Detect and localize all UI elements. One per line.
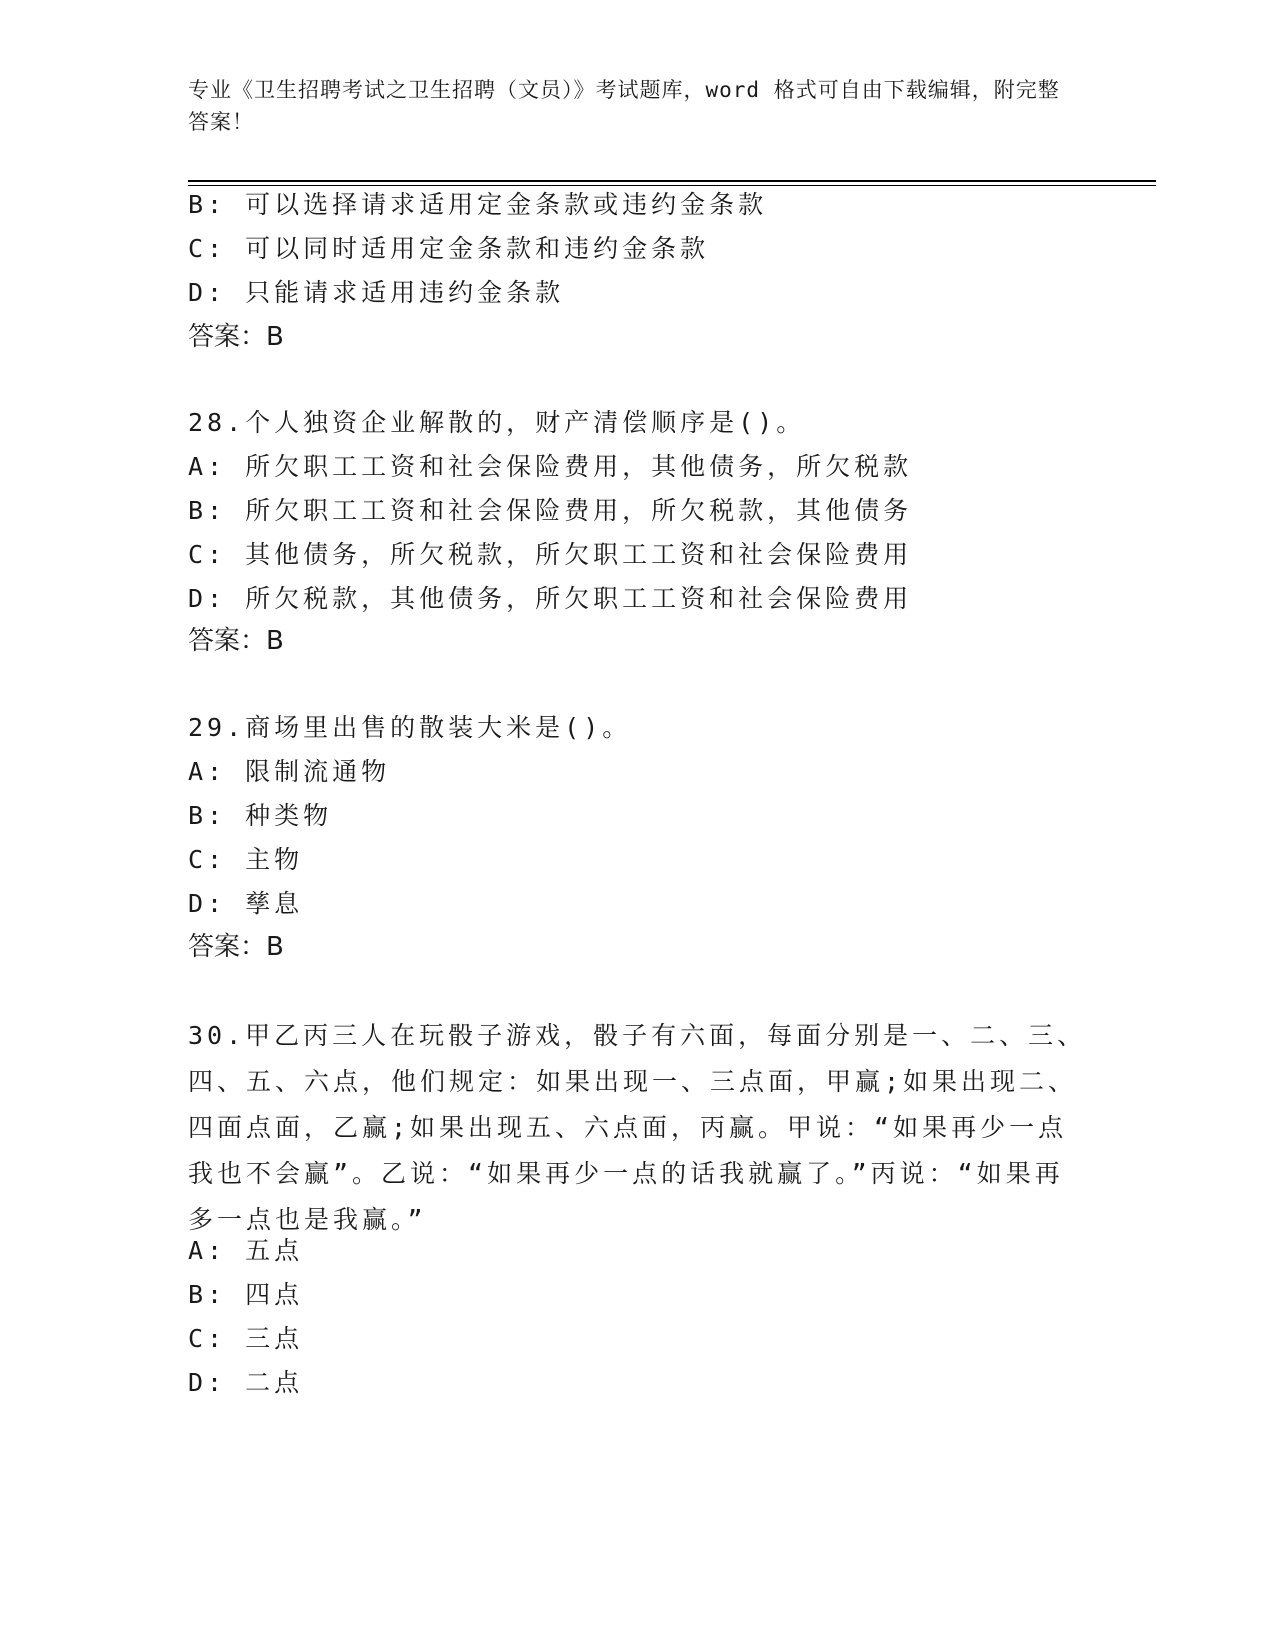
q30-stem: 30.甲乙丙三人在玩骰子游戏，骰子有六面，每面分别是一、二、三、四、五、六点，他们规定：如果出现一、三点面，甲赢;如果出现二、四面点面，乙赢;如果出现五、六点面，丙赢。甲说：“如果再少一点我也不会赢”。乙说：“如果再少一点的话我就赢了。”丙说：“如果再多一点也是我赢。”: [188, 1021, 1087, 1234]
q28-option-b: B: 所欠职工工资和社会保险费用，所欠税款，其他债务: [188, 496, 913, 525]
q28-option-d: D: 所欠税款，其他债务，所欠职工工资和社会保险费用: [188, 584, 913, 613]
q29-option-d: D: 孳息: [188, 889, 304, 918]
q29-option-a: A: 限制流通物: [188, 757, 391, 786]
q30-option-a: A: 五点: [188, 1236, 304, 1265]
q30-option-c: C: 三点: [188, 1324, 304, 1353]
q27-option-b: B: 可以选择请求适用定金条款或违约金条款: [188, 190, 768, 219]
q29-stem: 29.商场里出售的散装大米是()。: [188, 713, 632, 742]
q28-option-c: C: 其他债务，所欠税款，所欠职工工资和社会保险费用: [188, 540, 913, 569]
q30-option-d: D: 二点: [188, 1368, 304, 1397]
q29-answer: 答案：B: [188, 932, 284, 962]
q27-answer: 答案：B: [188, 322, 284, 352]
header-divider-thick: [188, 180, 1156, 182]
document-header: 专业《卫生招聘考试之卫生招聘（文员）》考试题库，word 格式可自由下载编辑，附完整答案！: [188, 78, 1060, 134]
q28-option-a: A: 所欠职工工资和社会保险费用，其他债务，所欠税款: [188, 452, 913, 481]
q29-option-c: C: 主物: [188, 845, 304, 874]
q27-option-c: C: 可以同时适用定金条款和违约金条款: [188, 234, 710, 263]
header-divider-thin: [188, 185, 1156, 186]
q28-stem: 28.个人独资企业解散的，财产清偿顺序是()。: [188, 408, 806, 437]
q28-answer: 答案：B: [188, 626, 284, 656]
q27-option-d: D: 只能请求适用违约金条款: [188, 278, 565, 307]
q30-option-b: B: 四点: [188, 1280, 304, 1309]
q29-option-b: B: 种类物: [188, 801, 333, 830]
